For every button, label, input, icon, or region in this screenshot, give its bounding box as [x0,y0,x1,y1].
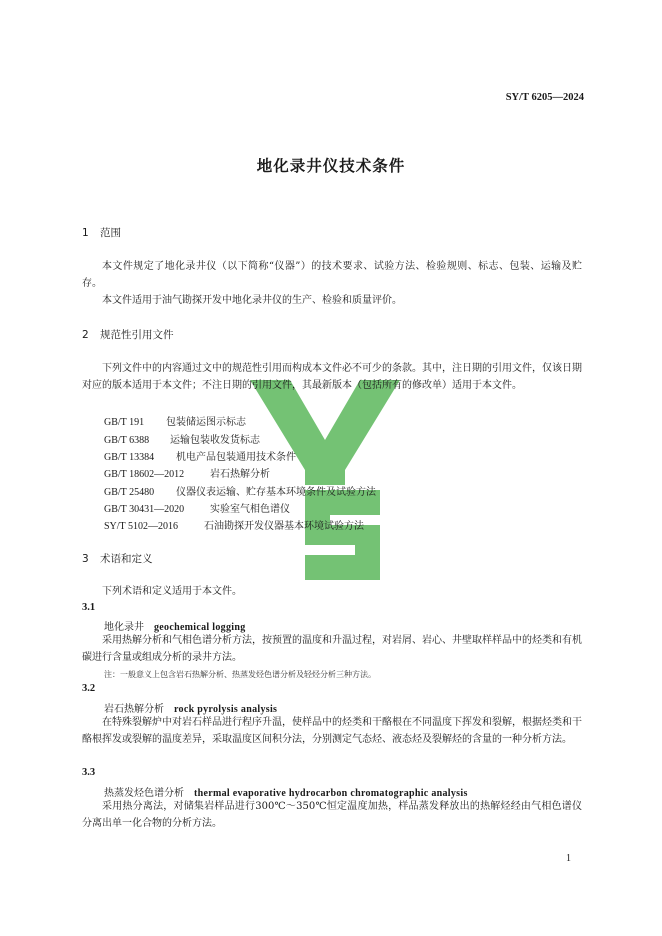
sy-logo-icon [250,380,400,580]
term-en: thermal evaporative hydrocarbon chromatographic analysis [194,788,468,799]
reference-title: 仪器仪表运输、贮存基本环境条件及试验方法 [176,487,376,498]
term-name [104,618,246,633]
reference-item [104,431,260,446]
page-number: 1 [566,853,571,864]
section-title: 规范性引用文件 [100,329,174,341]
term-zh: 岩石热解分析 [104,704,164,715]
reference-code: SY/T 5102—2016 [104,521,178,532]
reference-code: GB/T 30431—2020 [104,504,185,515]
term-number: 3.1 [82,602,96,613]
term-number: 3.3 [82,767,96,778]
reference-code: GB/T 18602—2012 [104,469,185,480]
term-definition: 采用热解分析和气相色谱分析方法，按预置的温度和升温过程，对岩屑、岩心、井壁取样样品中的烃类和有机碳进行含量或组成分析的录井方法。 [82,635,582,664]
reference-item [104,465,270,480]
reference-title: 机电产品包装通用技术条件 [176,452,296,463]
section-number: 1 [82,227,89,239]
reference-item [104,517,364,532]
term-definition: 在特殊裂解炉中对岩石样品进行程序升温，使样品中的烃类和干酪根在不同温度下挥发和裂解，根据烃类和干酪根挥发或裂解的温度差异，采取温度区间积分法，分别测定气态烃、液态烃及裂解烃的含量的一种分析方法。 [82,717,582,746]
section-1-paragraph-2: 本文件适用于油气勘探开发中地化录井仪的生产、检验和质量评价。 [102,295,402,306]
term-zh: 热蒸发烃色谱分析 [104,788,184,799]
section-number: 3 [82,553,89,565]
document-title: 地化录井仪技术条件 [256,157,406,175]
term-note: 注：一般意义上包含岩石热解分析、热蒸发烃色谱分析及轻烃分析三种方法。 [104,670,376,679]
standard-code: SY/T 6205—2024 [505,92,584,103]
reference-code: GB/T 25480 [104,487,155,498]
term-number: 3.2 [82,683,96,694]
section-title: 范围 [100,227,121,239]
term-name [104,784,468,799]
reference-code: GB/T 191 [104,417,145,428]
section-2-paragraph-1: 下列文件中的内容通过文中的规范性引用而构成本文件必不可少的条款。其中，注日期的引用文件，仅该日期对应的版本适用于本文件；不注日期的引用文件，其最新版本（包括所有的修改单）适用于本文件。 [82,363,582,392]
reference-item [104,483,376,498]
section-3-paragraph-1: 下列术语和定义适用于本文件。 [102,586,242,597]
section-3-heading [82,551,153,566]
reference-item [104,448,296,463]
reference-title: 石油勘探开发仪器基本环境试验方法 [204,521,364,532]
term-name [104,700,277,715]
reference-title: 岩石热解分析 [210,469,270,480]
section-number: 2 [82,329,89,341]
term-en: geochemical logging [154,622,246,633]
section-1-heading [82,225,121,240]
reference-title: 运输包装收发货标志 [170,435,260,446]
reference-item [104,413,246,428]
term-zh: 地化录井 [104,622,144,633]
section-1-paragraph-1: 本文件规定了地化录井仪（以下简称“仪器”）的技术要求、试验方法、检验规则、标志、包装、运输及贮存。 [82,261,582,290]
reference-code: GB/T 6388 [104,435,150,446]
term-en: rock pyrolysis analysis [174,704,278,715]
reference-code: GB/T 13384 [104,452,155,463]
section-2-heading [82,327,174,342]
reference-title: 实验室气相色谱仪 [210,504,290,515]
section-title: 术语和定义 [100,553,153,565]
reference-title: 包装储运图示标志 [166,417,246,428]
reference-item [104,500,290,515]
term-definition: 采用热分离法，对储集岩样品进行300℃～350℃恒定温度加热，样品蒸发释放出的热解烃经由气相色谱仪分离出单一化合物的分析方法。 [82,801,582,830]
